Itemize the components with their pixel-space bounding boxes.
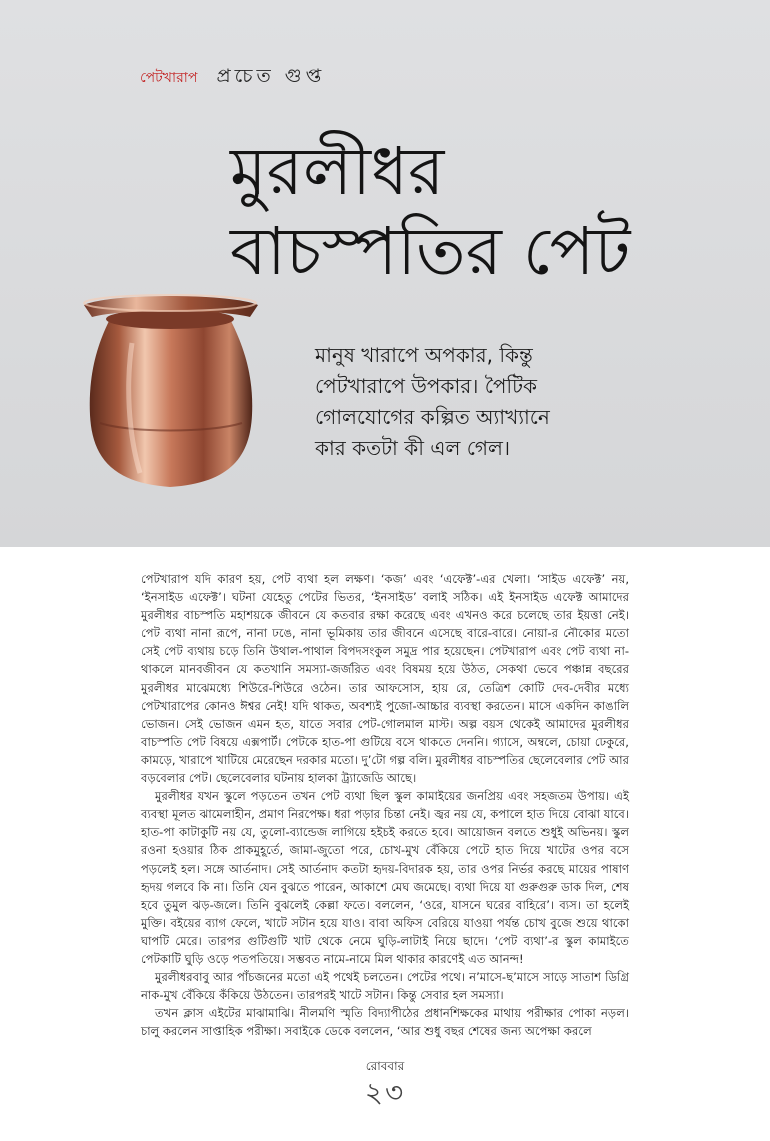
- article-body: [141, 570, 629, 1040]
- blurb-line-1: মানুষ খারাপে অপকার, কিন্তু: [315, 343, 533, 367]
- title-line-2: বাচস্পতির পেট: [230, 213, 631, 290]
- copper-pot-image: [70, 283, 270, 495]
- article-title: [230, 132, 750, 292]
- title-line-1: মুরলীধর: [230, 133, 445, 210]
- author-name: প্রচেত গুপ্ত: [216, 65, 326, 87]
- article-paragraph: তখন ক্লাস এইটের মাঝামাঝি। নীলমণি স্মৃতি বিদ্যাপীঠের প্রধানশিক্ষকের মাথায় পরীক্ষার পোকা নড়ল। চালু করলেন সাপ্তাহিক পরীক্ষা। সবাইকে ডেকে বললেন, ‘আর শুধু বছর শেষের জন্য অপেক্ষা করলে: [141, 1006, 629, 1039]
- blurb-line-2: পেটখারাপে উপকার। পৈটিক: [315, 374, 538, 398]
- page-number: ২৩: [364, 1076, 406, 1109]
- article-paragraph: পেটখারাপ যদি কারণ হয়, পেট ব্যথা হল লক্ষণ। ‘কজ’ এবং ‘এফেক্ট’-এর খেলা। ‘সাইড এফেক্ট’ নয়, ‘ইনসাইড এফেক্ট’। ঘটনা যেহেতু পেটের ভিতর, ‘ইনসাইড’ বলাই সঠিক। এই ইনসাইড এফেক্ট আমাদের মুরলীধর বাচস্পতি মহাশয়কে জীবনে যে কতবার রক্ষা করেছে এবং এখনও করে চলেছে তার ইয়ত্তা নেই। পেট ব্যথা নানা রূপে, নানা ঢঙে, নানা ভূমিকায় তার জীবনে এসেছে বারে-বারে। নোয়া-র নৌকোর মতো সেই পেট ব্যথায় চড়ে তিনি উথাল-পাথাল বিপদসংকুল সমুদ্র পার হয়েছেন। পেটখারাপ এবং পেট ব্যথা না-থাকলে মানবজীবন যে কতখানি সমস্যা-জর্জরিত এবং বিষময় হয়ে উঠত, সেকথা ভেবে পঞ্চান্ন বছরের মুরলীধর মাঝেমধ্যে শিউরে-শিউরে ওঠেন। তার আফসোস, হায় রে, তেত্রিশ কোটি দেব-দেবীর মধ্যে পেটখারাপের কোনও ঈশ্বর নেই! যদি থাকত, অবশ্যই পুজো-আচ্চার ব্যবস্থা করতেন। মাসে একদিন কাঙালি ভোজন। সেই ভোজন এমন হত, যাতে সবার পেট-গোলমাল মাস্ট। অল্প বয়স থেকেই আমাদের মুরলীধর বাচস্পতি পেট বিষয়ে এক্সপার্ট। পেটকে হাত-পা গুটিয়ে বসে থাকতে দেননি। গ্যাসে, অম্বলে, চোয়া ঢেকুরে, কামড়ে, খারাপে খাটিয়ে মেরেছেন দরকার মতো। দু’টো গল্প বলি। মুরলীধর বাচস্পতির ছেলেবেলার পেট আর বড়বেলার পেট। ছেলেবেলার ঘটনায় হালকা ট্র্যাজেডি আছে।: [141, 572, 629, 786]
- publication-name: রোববার: [365, 1059, 405, 1073]
- page-footer: [0, 1058, 770, 1108]
- teaser-blurb: [315, 340, 735, 464]
- blurb-line-4: কার কতটা কী এল গেল।: [315, 436, 511, 460]
- blurb-line-3: গোলযোগের কল্পিত অ্যাখ্যানে: [315, 405, 550, 429]
- article-paragraph: মুরলীধরবাবু আর পাঁচজনের মতো এই পথেই চলতেন। পেটের পথে। ন’মাসে-ছ’মাসে সাড়ে সাতাশ ডিগ্রি নাক-মুখ বেঁকিয়ে কঁকিয়ে উঠতেন। তারপরই খাটে সটান। কিন্তু সেবার হল সমস্যা।: [141, 970, 629, 1003]
- series-label: পেটখারাপ: [140, 70, 198, 86]
- byline: [140, 62, 325, 94]
- article-paragraph: মুরলীধর যখন স্কুলে পড়তেন তখন পেট ব্যথা ছিল স্কুল কামাইয়ের জনপ্রিয় এবং সহজতম উপায়। এই ব্যবস্থা মূলত ঝামেলাহীন, প্রমাণ নিরপেক্ষ। ধরা পড়ার চিন্তা নেই। জ্বর নয় যে, কপালে হাত দিয়ে বোঝা যাবে। হাত-পা কাটাকুটি নয় যে, তুলো-ব্যান্ডেজ লাগিয়ে হইচই করতে হবে। আয়োজন বলতে শুধুই অভিনয়। স্কুল রওনা হওয়ার ঠিক প্রাকমুহূর্তে, জামা-জুতো পরে, চোখ-মুখ বেঁকিয়ে পেটে হাত দিয়ে খাটের ওপর বসে পড়লেই হল। সঙ্গে আর্তনাদ। সেই আর্তনাদ কতটা হৃদয়-বিদারক হয়, তার ওপর নির্ভর করছে মায়ের পাষাণ হৃদয় গলবে কি না। তিনি যেন বুঝতে পারেন, আকাশে মেঘ জমেছে। ব্যথা দিয়ে যা গুরুগুরু ডাক দিল, শেষ হবে তুমুল ঝড়-জলে। তিনি বুঝলেই কেল্লা ফতে। বললেন, ‘ওরে, যাসনে ঘরের বাহিরে’। ব্যস। তা হলেই মুক্তি। বইয়ের ব্যাগ ফেলে, খাটে সটান হয়ে যাও। বাবা অফিস বেরিয়ে যাওয়া পর্যন্ত চোখ বুজে শুয়ে থাকো ঘাপটি মেরে। তারপর গুটিগুটি খাট থেকে নেমে ঘুড়ি-লাটাই নিয়ে ছাদে। ‘পেট ব্যথা’-র স্কুল কামাইতে পেটকাটি ঘুড়ি ওড়ে পতপতিয়ে। সম্ভবত নামে-নামে মিল থাকার কারণেই এত আনন্দ!: [141, 789, 629, 966]
